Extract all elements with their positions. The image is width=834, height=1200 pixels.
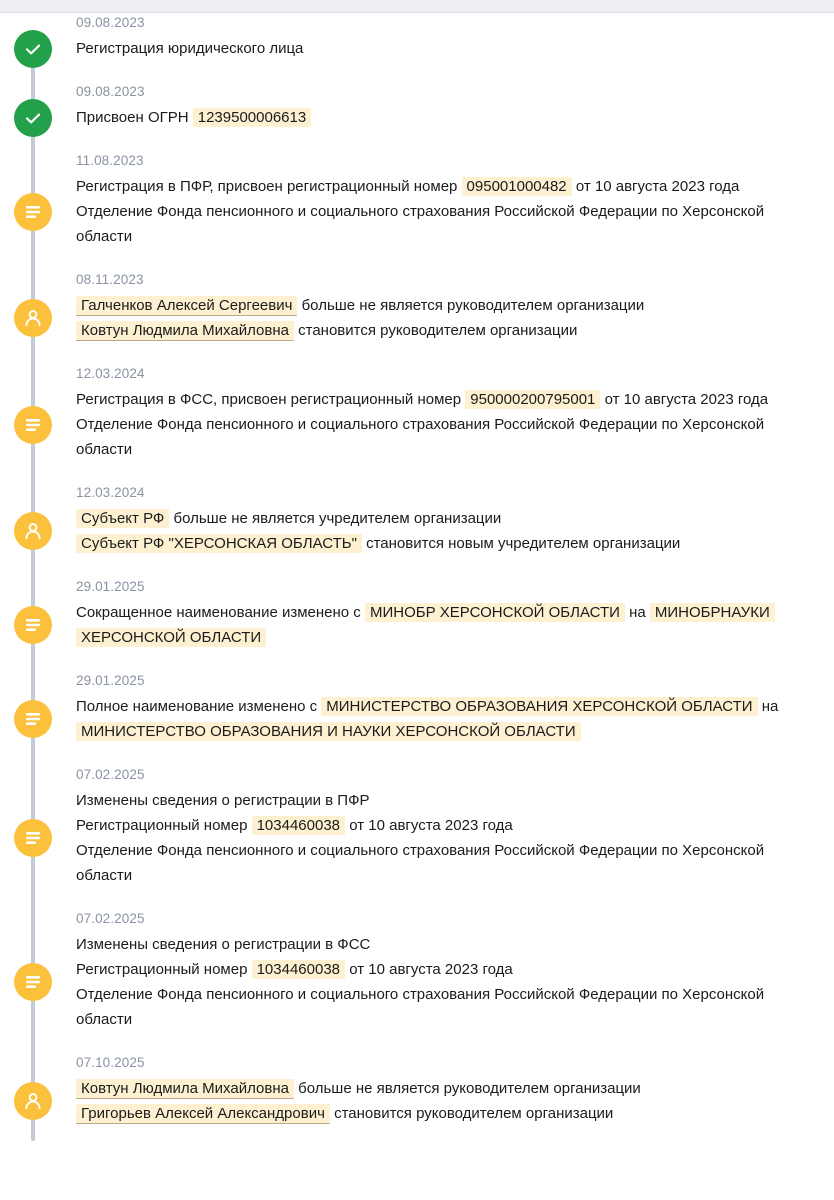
- timeline-event-body: [76, 14, 834, 61]
- event-text-line: [76, 982, 794, 1032]
- event-date: 07.02.2025: [76, 911, 145, 926]
- timeline-marker-green: [14, 99, 52, 137]
- timeline-marker-green: [14, 30, 52, 68]
- event-text: Отделение Фонда пенсионного и социального страхования Российской Федерации по Херсонской области: [76, 416, 765, 458]
- event-text-line: [76, 1101, 794, 1126]
- highlighted-value: МИНИСТЕРСТВО ОБРАЗОВАНИЯ И НАУКИ ХЕРСОНСКОЙ ОБЛАСТИ: [76, 722, 581, 741]
- timeline-event-body: [76, 271, 834, 343]
- event-text: больше не является руководителем организации: [297, 297, 645, 314]
- event-text: от 10 августа 2023 года: [571, 178, 740, 195]
- highlighted-value: Субъект РФ "ХЕРСОНСКАЯ ОБЛАСТЬ": [76, 534, 362, 553]
- timeline-event-body: [76, 152, 834, 249]
- highlighted-value: МИНОБР ХЕРСОНСКОЙ ОБЛАСТИ: [365, 603, 625, 622]
- timeline-event-body: [76, 672, 834, 744]
- timeline-marker-column: [0, 83, 76, 130]
- event-text-line: [76, 318, 794, 343]
- event-text-line: [76, 36, 794, 61]
- event-text: становится руководителем организации: [329, 1105, 614, 1122]
- highlighted-value: 095001000482: [462, 177, 572, 196]
- highlighted-entity-link[interactable]: Галченков Алексей Сергеевич: [76, 296, 297, 316]
- event-text-line: [76, 1076, 794, 1101]
- timeline-events-list: [0, 14, 834, 1126]
- event-date: 09.08.2023: [76, 84, 145, 99]
- check-icon: [22, 38, 44, 60]
- document-lines-icon: [22, 201, 44, 223]
- timeline-event: [0, 152, 834, 249]
- browser-chrome-bar: [0, 0, 834, 13]
- check-icon: [22, 107, 44, 129]
- timeline-event: [0, 766, 834, 888]
- event-text-lines: [76, 932, 794, 1032]
- highlighted-entity-link[interactable]: Ковтун Людмила Михайловна: [76, 1079, 294, 1099]
- timeline-event: [0, 910, 834, 1032]
- document-lines-icon: [22, 827, 44, 849]
- event-text: от 10 августа 2023 года: [600, 391, 769, 408]
- event-text-line: [76, 957, 794, 982]
- event-text-lines: [76, 293, 794, 343]
- timeline-event-body: [76, 83, 834, 130]
- timeline-marker-amber: [14, 406, 52, 444]
- person-icon: [22, 1090, 44, 1112]
- highlighted-entity-link[interactable]: Григорьев Алексей Александрович: [76, 1104, 330, 1124]
- highlighted-value: Субъект РФ: [76, 509, 169, 528]
- event-text: становится новым учредителем организации: [361, 535, 681, 552]
- timeline-marker-column: [0, 152, 76, 249]
- event-text: Регистрация юридического лица: [76, 40, 304, 57]
- event-text: на: [624, 604, 650, 621]
- timeline-marker-column: [0, 271, 76, 343]
- event-text: больше не является учредителем организации: [169, 510, 502, 527]
- event-date: 29.01.2025: [76, 579, 145, 594]
- event-text: Регистрация в ПФР, присвоен регистрационный номер: [76, 178, 462, 195]
- event-text-line: [76, 932, 794, 957]
- event-text-lines: [76, 105, 794, 130]
- timeline-marker-amber: [14, 512, 52, 550]
- event-text: Регистрационный номер: [76, 817, 252, 834]
- event-text: от 10 августа 2023 года: [345, 961, 513, 978]
- event-text: Регистрационный номер: [76, 961, 252, 978]
- document-lines-icon: [22, 971, 44, 993]
- document-lines-icon: [22, 614, 44, 636]
- timeline-event: [0, 365, 834, 462]
- organization-change-timeline: [0, 14, 834, 1126]
- timeline-marker-column: [0, 672, 76, 744]
- highlighted-value: МИНОБРНАУКИ ХЕРСОНСКОЙ ОБЛАСТИ: [76, 603, 775, 647]
- timeline-marker-amber: [14, 1082, 52, 1120]
- timeline-marker-column: [0, 1054, 76, 1126]
- timeline-event: [0, 271, 834, 343]
- timeline-marker-amber: [14, 299, 52, 337]
- timeline-event-body: [76, 1054, 834, 1126]
- person-icon: [22, 520, 44, 542]
- event-text: Сокращенное наименование изменено с: [76, 604, 365, 621]
- event-text-line: [76, 199, 794, 249]
- event-text: Регистрация в ФСС, присвоен регистрационный номер: [76, 391, 466, 408]
- event-text-line: [76, 813, 794, 838]
- timeline-marker-amber: [14, 193, 52, 231]
- timeline-marker-column: [0, 365, 76, 462]
- timeline-marker-column: [0, 766, 76, 888]
- highlighted-value: 1034460038: [252, 960, 345, 979]
- event-date: 07.02.2025: [76, 767, 145, 782]
- timeline-event: [0, 14, 834, 61]
- event-text: Изменены сведения о регистрации в ПФР: [76, 792, 370, 809]
- event-text-lines: [76, 1076, 794, 1126]
- timeline-marker-amber: [14, 700, 52, 738]
- document-lines-icon: [22, 414, 44, 436]
- timeline-event-body: [76, 910, 834, 1032]
- event-text-lines: [76, 694, 794, 744]
- event-text-line: [76, 387, 794, 412]
- event-text: Присвоен ОГРН: [76, 109, 193, 126]
- event-text: становится руководителем организации: [293, 322, 578, 339]
- timeline-marker-column: [0, 578, 76, 650]
- event-text-line: [76, 506, 794, 531]
- event-text: Отделение Фонда пенсионного и социального страхования Российской Федерации по Херсонской области: [76, 986, 765, 1028]
- event-text-line: [76, 531, 794, 556]
- event-text: Полное наименование изменено с: [76, 698, 322, 715]
- highlighted-entity-link[interactable]: Ковтун Людмила Михайловна: [76, 321, 294, 341]
- highlighted-value: 1034460038: [252, 816, 345, 835]
- timeline-event-body: [76, 484, 834, 556]
- event-text-line: [76, 600, 794, 650]
- event-text: Изменены сведения о регистрации в ФСС: [76, 936, 371, 953]
- event-date: 09.08.2023: [76, 15, 145, 30]
- person-icon: [22, 307, 44, 329]
- timeline-event: [0, 1054, 834, 1126]
- event-text-lines: [76, 174, 794, 249]
- timeline-event-body: [76, 365, 834, 462]
- event-date: 07.10.2025: [76, 1055, 145, 1070]
- event-text-lines: [76, 788, 794, 888]
- event-text-line: [76, 412, 794, 462]
- event-text: Отделение Фонда пенсионного и социального страхования Российской Федерации по Херсонской области: [76, 203, 765, 245]
- document-lines-icon: [22, 708, 44, 730]
- event-text-line: [76, 293, 794, 318]
- timeline-event-body: [76, 766, 834, 888]
- timeline-event: [0, 83, 834, 130]
- event-date: 08.11.2023: [76, 272, 144, 287]
- event-text-lines: [76, 36, 794, 61]
- highlighted-value: 950000200795001: [465, 390, 600, 409]
- event-text-line: [76, 105, 794, 130]
- timeline-marker-column: [0, 14, 76, 61]
- timeline-event: [0, 672, 834, 744]
- timeline-marker-amber: [14, 819, 52, 857]
- event-text-lines: [76, 506, 794, 556]
- event-text-line: [76, 838, 794, 888]
- event-date: 12.03.2024: [76, 366, 145, 381]
- timeline-event: [0, 578, 834, 650]
- event-text: больше не является руководителем организации: [293, 1080, 641, 1097]
- event-date: 11.08.2023: [76, 153, 144, 168]
- event-text-line: [76, 694, 794, 744]
- timeline-marker-column: [0, 484, 76, 556]
- timeline-event: [0, 484, 834, 556]
- event-date: 12.03.2024: [76, 485, 145, 500]
- highlighted-value: 1239500006613: [193, 108, 311, 127]
- event-text-line: [76, 788, 794, 813]
- timeline-marker-column: [0, 910, 76, 1032]
- timeline-marker-amber: [14, 963, 52, 1001]
- event-text: Отделение Фонда пенсионного и социального страхования Российской Федерации по Херсонской области: [76, 842, 765, 884]
- event-date: 29.01.2025: [76, 673, 145, 688]
- event-text-lines: [76, 600, 794, 650]
- event-text-lines: [76, 387, 794, 462]
- timeline-event-body: [76, 578, 834, 650]
- highlighted-value: МИНИСТЕРСТВО ОБРАЗОВАНИЯ ХЕРСОНСКОЙ ОБЛАСТИ: [321, 697, 757, 716]
- event-text-line: [76, 174, 794, 199]
- event-text: от 10 августа 2023 года: [345, 817, 513, 834]
- event-text: на: [757, 698, 779, 715]
- timeline-marker-amber: [14, 606, 52, 644]
